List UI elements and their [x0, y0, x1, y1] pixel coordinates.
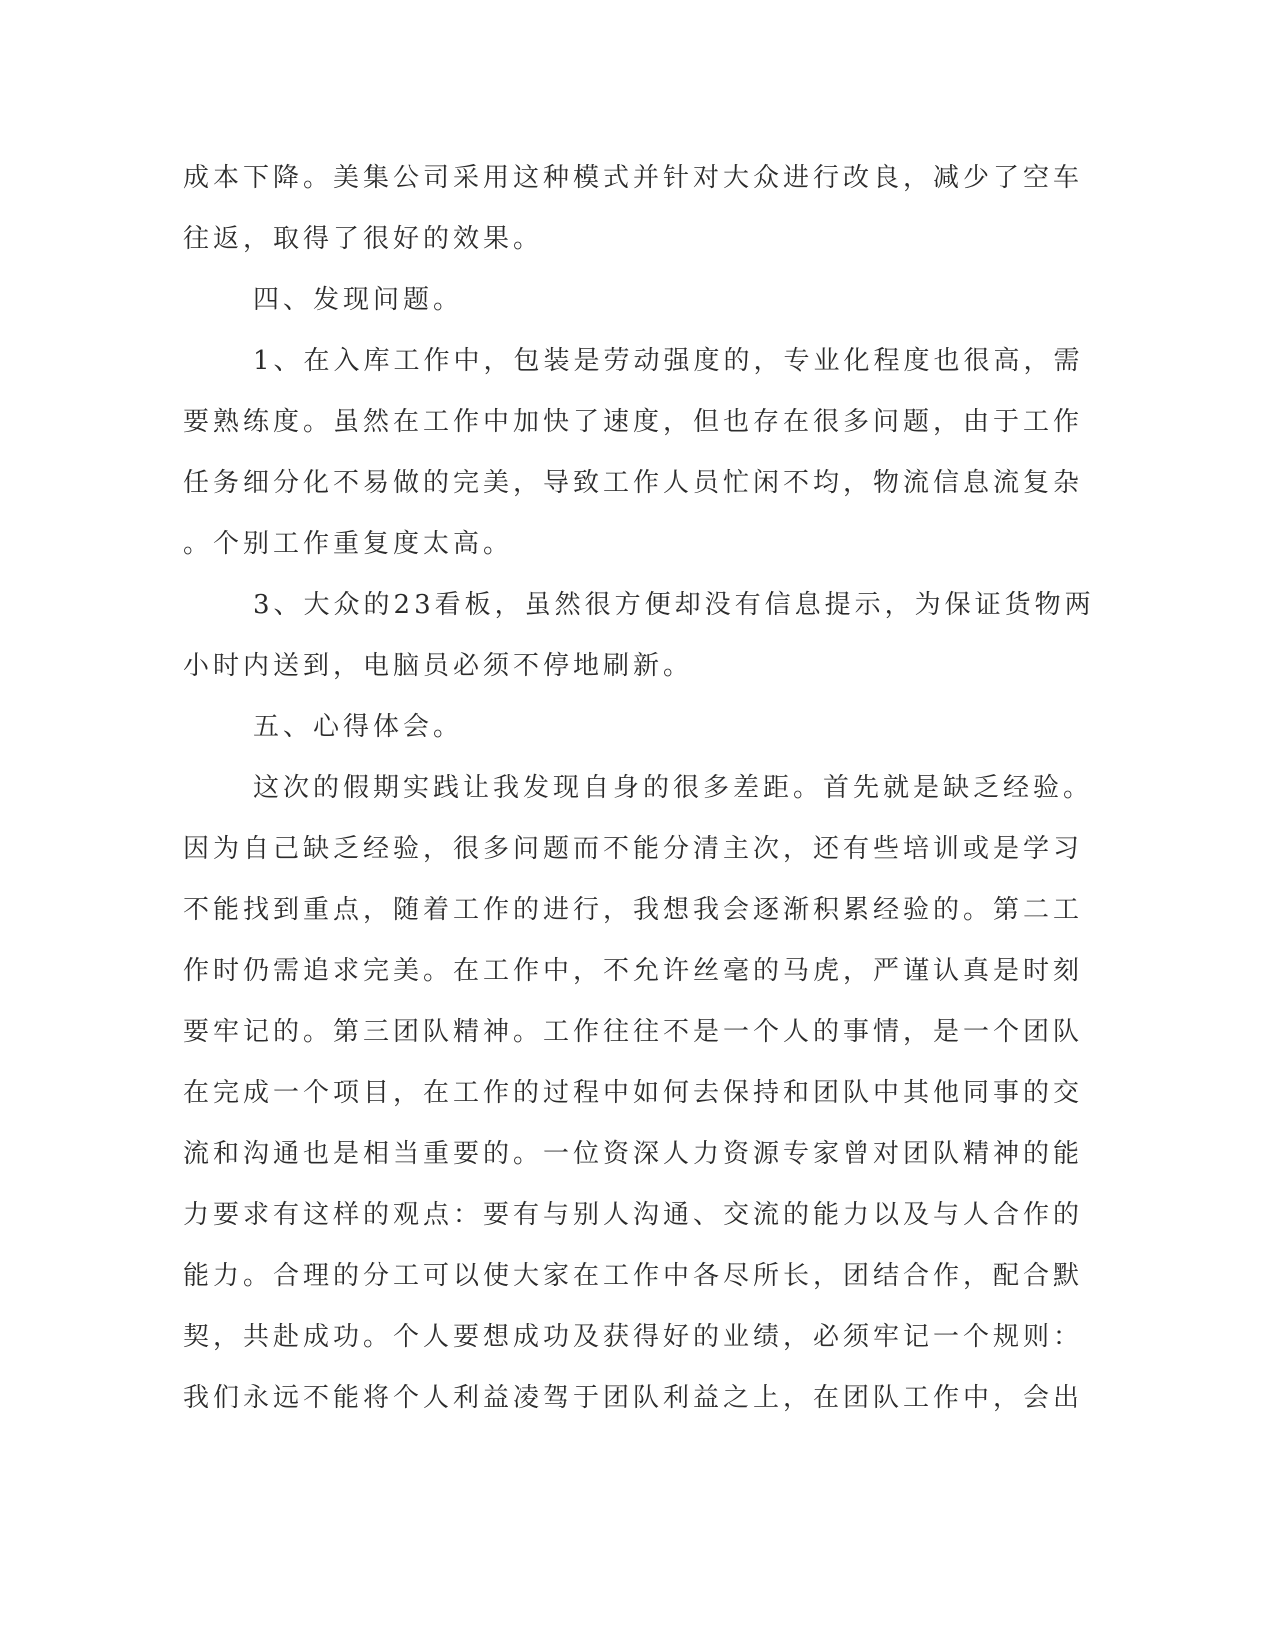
text-line: 流和沟通也是相当重要的。一位资深人力资源专家曾对团队精神的能: [183, 1139, 1084, 1169]
text-line: 因为自己缺乏经验，很多问题而不能分清主次，还有些培训或是学习: [183, 834, 1084, 864]
document-body: [183, 148, 1095, 1429]
text-line: 这次的假期实践让我发现自身的很多差距。首先就是缺乏经验。: [253, 773, 1094, 803]
section-heading: 四、发现问题。: [253, 285, 464, 315]
text-line: 我们永远不能将个人利益凌驾于团队利益之上，在团队工作中，会出: [183, 1383, 1084, 1413]
text-line: 成本下降。美集公司采用这种模式并针对大众进行改良，减少了空车: [183, 163, 1084, 193]
text-line: 作时仍需追求完美。在工作中，不允许丝毫的马虎，严谨认真是时刻: [183, 956, 1084, 986]
text-line: 往返，取得了很好的效果。: [183, 224, 544, 254]
text-line: 任务细分化不易做的完美，导致工作人员忙闲不均，物流信息流复杂: [183, 468, 1084, 498]
text-line: 小时内送到，电脑员必须不停地刷新。: [183, 651, 694, 681]
text-line: 不能找到重点，随着工作的进行，我想我会逐渐积累经验的。第二工: [183, 895, 1084, 925]
text-line: 力要求有这样的观点：要有与别人沟通、交流的能力以及与人合作的: [183, 1200, 1084, 1230]
section-heading: 五、心得体会。: [253, 712, 464, 742]
text-line: 。个别工作重复度太高。: [183, 529, 514, 559]
text-line: 契，共赴成功。个人要想成功及获得好的业绩，必须牢记一个规则：: [183, 1322, 1084, 1352]
text-line: 要牢记的。第三团队精神。工作往往不是一个人的事情，是一个团队: [183, 1017, 1084, 1047]
text-line: 能力。合理的分工可以使大家在工作中各尽所长，团结合作，配合默: [183, 1261, 1084, 1291]
text-line: 3、大众的23看板，虽然很方便却没有信息提示，为保证货物两: [253, 590, 1095, 620]
text-line: 在完成一个项目，在工作的过程中如何去保持和团队中其他同事的交: [183, 1078, 1084, 1108]
text-line: 要熟练度。虽然在工作中加快了速度，但也存在很多问题，由于工作: [183, 407, 1084, 437]
text-line: 1、在入库工作中，包装是劳动强度的，专业化程度也很高，需: [253, 346, 1084, 376]
